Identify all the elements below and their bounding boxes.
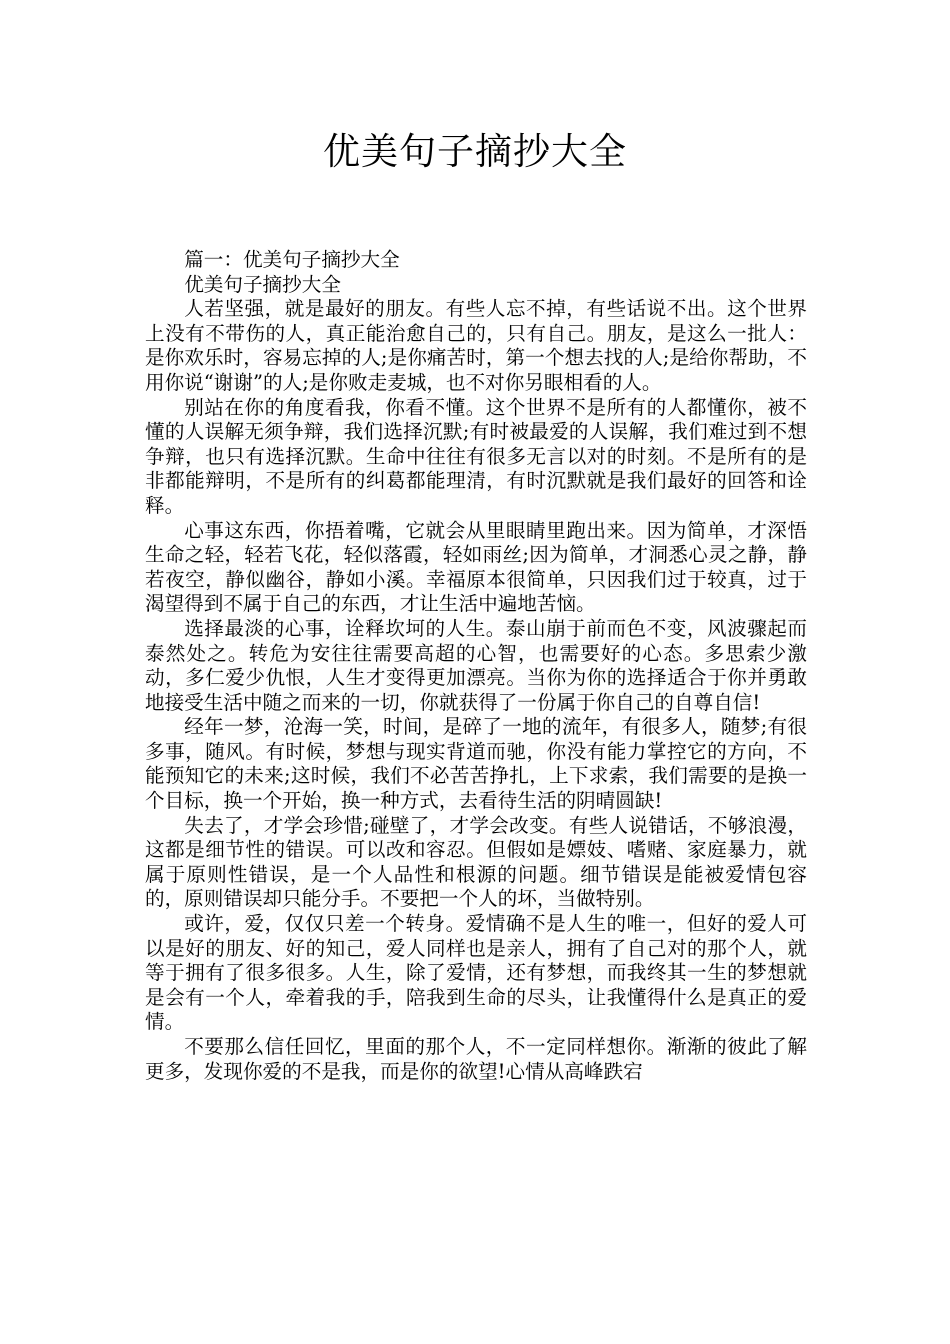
section-heading: 篇一：优美句子摘抄大全 xyxy=(184,248,400,271)
document-body xyxy=(145,248,807,1084)
paragraph: 别站在你的角度看我，你看不懂。这个世界不是所有的人都懂你，被不懂的人误解无须争辩，我们选择沉默;有时被最爱的人误解，我们难过到不想争辩，也只有选择沉默。生命中往往有很多无言以对的时刻。不是所有的是非都能辩明，不是所有的纠葛都能理清，有时沉默就是我们最好的回答和诠释。 xyxy=(145,395,807,517)
paragraph: 人若坚强，就是最好的朋友。有些人忘不掉，有些话说不出。这个世界上没有不带伤的人，真正能治愈自己的，只有自己。朋友，是这么一批人：是你欢乐时，容易忘掉的人;是你痛苦时，第一个想去找的人;是给你帮助，不用你说“谢谢”的人;是你败走麦城，也不对你另眼相看的人。 xyxy=(145,297,807,394)
paragraph: 或许，爱，仅仅只差一个转身。爱情确不是人生的唯一，但好的爱人可以是好的朋友、好的知己，爱人同样也是亲人，拥有了自己对的那个人，就等于拥有了很多很多。人生，除了爱情，还有梦想，而我终其一生的梦想就是会有一个人，牵着我的手，陪我到生命的尽头，让我懂得什么是真正的爱情。 xyxy=(145,912,807,1034)
paragraph: 选择最淡的心事，诠释坎坷的人生。泰山崩于前而色不变，风波骤起而泰然处之。转危为安往往需要高超的心智，也需要好的心态。多思索少激动，多仁爱少仇恨，人生才变得更加漂亮。当你为你的选择适合于你并勇敢地接受生活中随之而来的一切，你就获得了一份属于你自己的自尊自信! xyxy=(145,616,807,714)
paragraph: 经年一梦，沧海一笑，时间，是碎了一地的流年，有很多人，随梦;有很多事，随风。有时候，梦想与现实背道而驰，你没有能力掌控它的方向，不能预知它的未来;这时候，我们不必苦苦挣扎，上下求索，我们需要的是换一个目标，换一个开始，换一种方式，去看待生活的阴晴圆缺! xyxy=(145,715,807,813)
paragraph: 心事这东西，你捂着嘴，它就会从里眼睛里跑出来。因为简单，才深悟生命之轻，轻若飞花，轻似落霞，轻如雨丝;因为简单，才洞悉心灵之静，静若夜空，静似幽谷，静如小溪。幸福原本很简单，只因我们过于较真，过于渴望得到不属于自己的东西，才让生活中遍地苦恼。 xyxy=(145,518,807,616)
paragraph: 不要那么信任回忆，里面的那个人，不一定同样想你。渐渐的彼此了解更多，发现你爱的不是我，而是你的欲望!心情从高峰跌宕 xyxy=(145,1035,807,1083)
page-title: 优美句子摘抄大全 xyxy=(323,130,627,173)
paragraph: 失去了，才学会珍惜;碰壁了，才学会改变。有些人说错话，不够浪漫，这都是细节性的错误。可以改和容忍。但假如是嫖妓、嗜赌、家庭暴力，就属于原则性错误，是一个人品性和根源的问题。细节错误是能被爱情包容的，原则错误却只能分手。不要把一个人的坏，当做特别。 xyxy=(145,813,807,911)
section-subheading: 优美句子摘抄大全 xyxy=(184,272,341,296)
